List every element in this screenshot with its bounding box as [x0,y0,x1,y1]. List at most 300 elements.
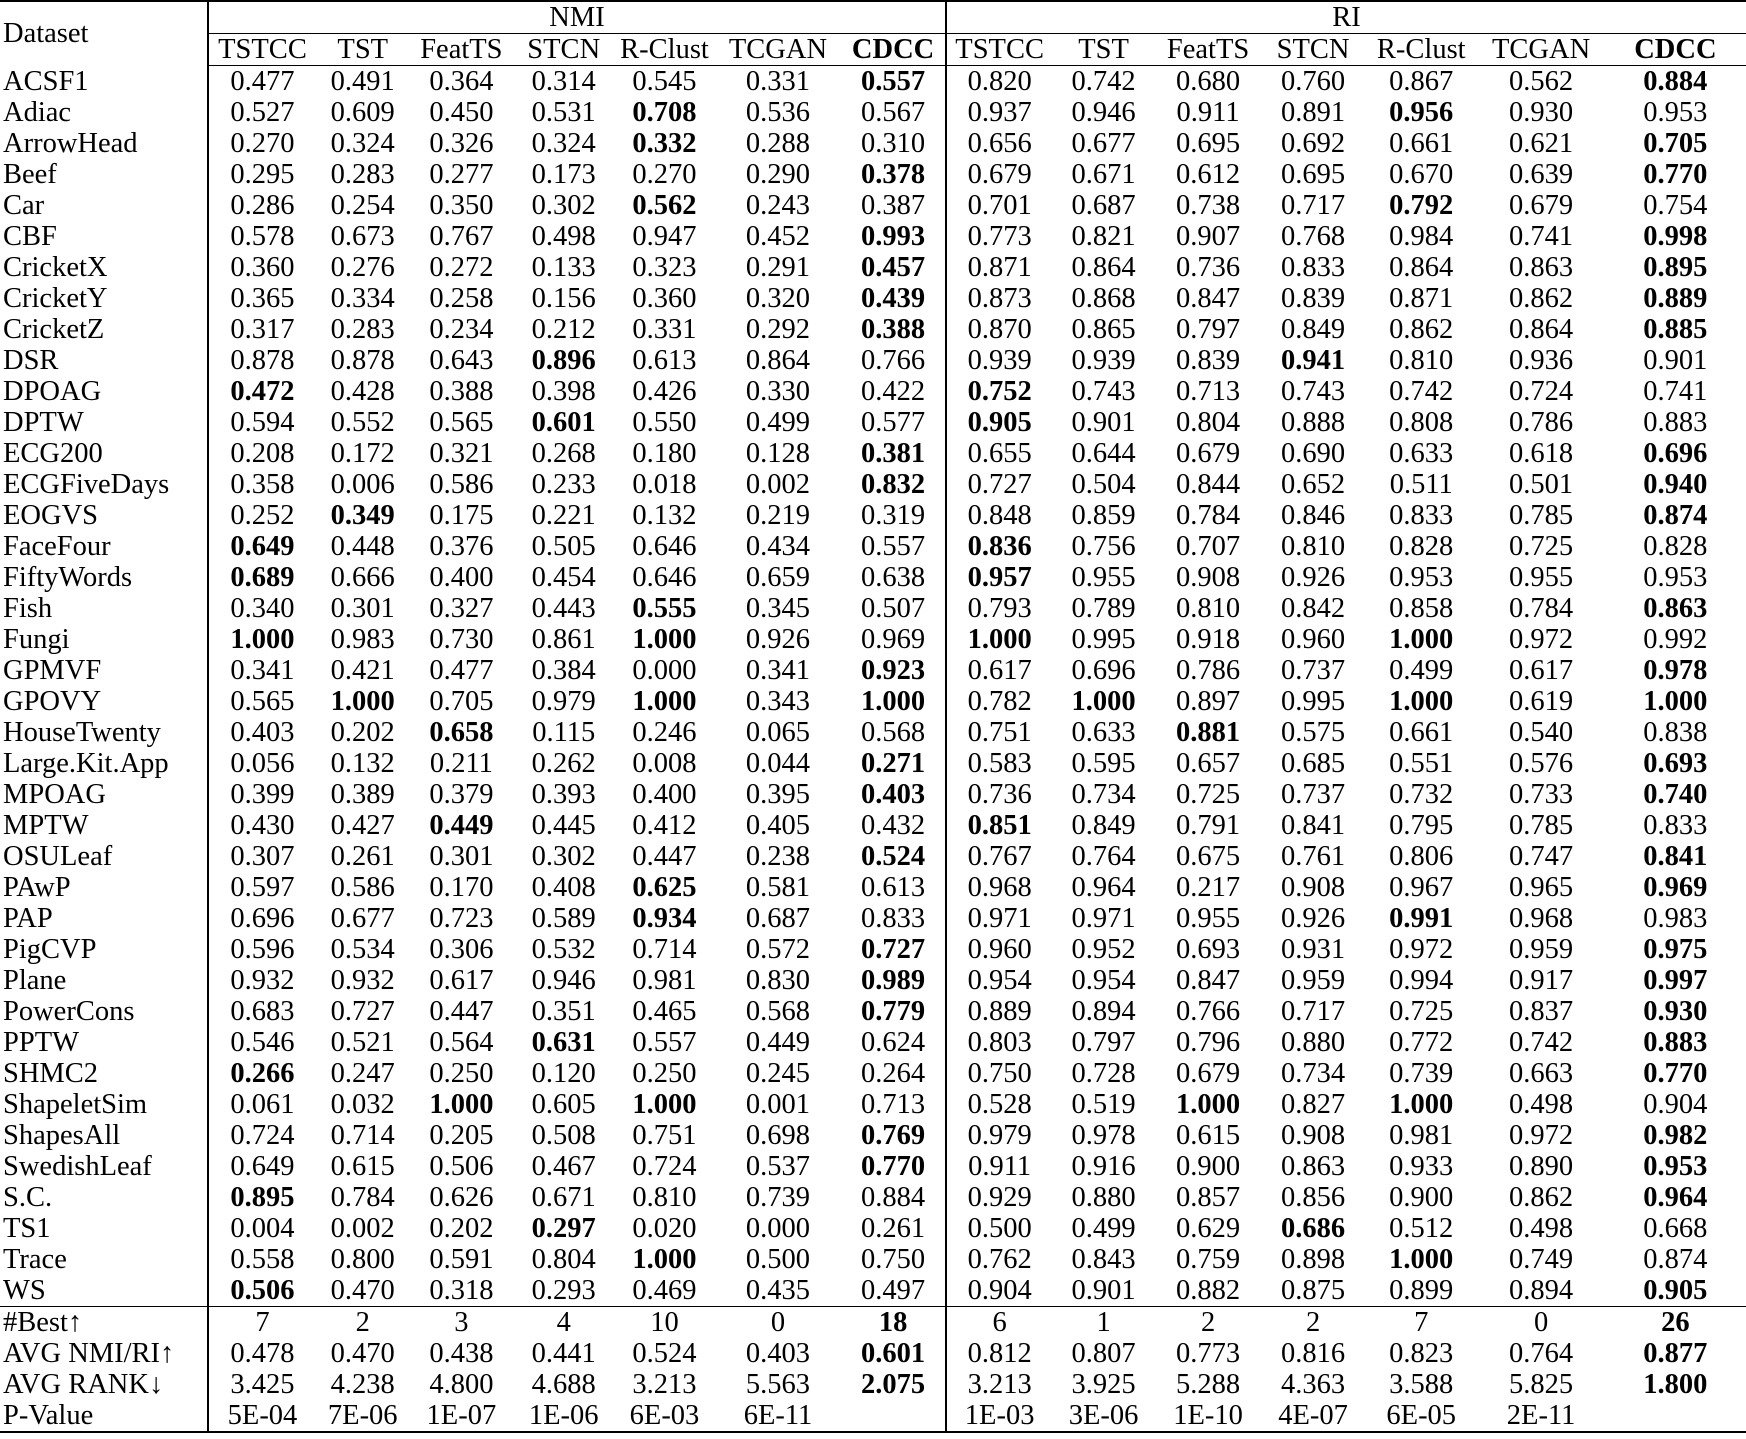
ri-value-cell: 0.685 [1281,748,1346,779]
nmi-value-cell: 0.211 [429,748,493,779]
ri-value-cell: 0.847 [1176,965,1241,996]
nmi-value-cell: 0.878 [330,345,395,376]
row-label: CricketX [3,252,108,283]
ri-value-cell: 0.680 [1176,66,1241,97]
nmi-value-cell: 0.301 [330,593,395,624]
ri-value-cell: 0.785 [1509,500,1574,531]
ri-value-cell: 0.639 [1509,159,1574,190]
nmi-value-cell: 0.624 [861,1027,926,1058]
ri-value-cell: 0.803 [946,1027,1052,1058]
ri-value-cell: 0.679 [1176,438,1241,469]
table-row [0,128,1746,159]
nmi-value-cell: 0.061 [208,1089,316,1120]
ri-value-cell: 0.633 [1389,438,1454,469]
method-header-nmi-featts: FeatTS [409,34,513,66]
nmi-value-cell: 0.384 [531,655,596,686]
nmi-value-cell: 0.989 [861,965,926,996]
nmi-value-cell: 0.507 [861,593,926,624]
nmi-value-cell: 0.730 [429,624,494,655]
row-label: DPTW [3,407,84,438]
nmi-value-cell: 0.727 [330,996,395,1027]
nmi-value-cell: 0.934 [632,903,697,934]
nmi-value-cell: 0.649 [208,1151,316,1182]
ri-value-cell: 0.874 [1643,1244,1708,1275]
nmi-value-cell: 0.565 [429,407,494,438]
table-row [0,624,1746,655]
row-label: CricketZ [3,314,105,345]
nmi-value-cell: 0.810 [632,1182,697,1213]
ri-value-cell: 0.793 [946,593,1052,624]
row-label: PigCVP [3,934,97,965]
method-header-ri-tstcc: TSTCC [946,34,1052,66]
nmi-value-cell: 0.000 [632,655,697,686]
row-label: Adiac [3,97,72,128]
ri-value-cell: 0.901 [1643,345,1708,376]
ri-value-cell: 0.738 [1176,190,1241,221]
ri-value-cell: 0.687 [1071,190,1136,221]
nmi-value-cell: 0.327 [429,593,494,624]
nmi-value-cell: 5E-04 [208,1400,316,1432]
row-label: ShapesAll [3,1120,121,1151]
ri-value-cell: 0.930 [1509,97,1574,128]
ri-value-cell: 0.851 [946,810,1052,841]
ri-value-cell: 0.217 [1176,872,1241,903]
nmi-value-cell: 0.445 [531,810,596,841]
ri-value-cell: 0.671 [1071,159,1136,190]
ri-value-cell: 0.856 [1281,1182,1346,1213]
nmi-value-cell: 0.552 [330,407,395,438]
method-header-ri-r-clust: R-Clust [1365,34,1477,66]
ri-value-cell: 0.889 [946,996,1052,1027]
ri-value-cell: 0.734 [1071,779,1136,810]
ri-value-cell: 0.907 [1176,221,1241,252]
row-label: Fungi [3,624,70,655]
ri-value-cell: 0.916 [1071,1151,1136,1182]
nmi-value-cell: 0.044 [745,748,811,779]
ri-value-cell: 0.807 [1071,1338,1136,1369]
ri-value-cell: 0.995 [1281,686,1346,717]
nmi-value-cell: 0.340 [208,593,316,624]
ri-value-cell: 1.000 [1643,686,1708,717]
nmi-value-cell: 0.291 [745,252,811,283]
nmi-value-cell: 0.002 [745,469,811,500]
ri-value-cell: 0.782 [946,686,1052,717]
nmi-value-cell: 0.202 [429,1213,494,1244]
nmi-value-cell: 0.351 [531,996,596,1027]
table-row [0,841,1746,872]
ri-value-cell: 0.956 [1389,97,1454,128]
ri-value-cell: 0.941 [1281,345,1346,376]
nmi-value-cell: 0.349 [330,500,395,531]
ri-value-cell: 0.839 [1281,283,1346,314]
table-row [0,1058,1746,1089]
ri-value-cell: 0.901 [1071,407,1136,438]
ri-value-cell: 0.612 [1176,159,1241,190]
ri-value-cell: 0.929 [946,1182,1052,1213]
row-label: WS [3,1275,46,1306]
ri-value-cell: 0.978 [1643,655,1708,686]
method-header-nmi-tst: TST [316,34,409,66]
ri-value-cell: 0.965 [1509,872,1574,903]
ri-value-cell: 0.827 [1281,1089,1346,1120]
table-row [0,1027,1746,1058]
nmi-value-cell: 1.000 [330,686,395,717]
ri-value-cell: 0.740 [1643,779,1708,810]
row-label: EOGVS [3,500,99,531]
nmi-value-cell: 0.586 [330,872,395,903]
nmi-value-cell: 0.283 [330,314,395,345]
nmi-value-cell: 0.724 [632,1151,697,1182]
nmi-value-cell: 0.713 [861,1089,926,1120]
ri-value-cell: 0.900 [1389,1182,1454,1213]
nmi-value-cell: 0.615 [330,1151,395,1182]
ri-value-cell: 4E-07 [1261,1400,1365,1432]
nmi-value-cell: 0.286 [208,190,316,221]
ri-value-cell: 0.940 [1643,469,1708,500]
ri-value-cell: 1 [1052,1307,1155,1339]
nmi-value-cell: 0.969 [861,624,926,655]
nmi-value-cell: 0.545 [632,66,697,97]
ri-value-cell: 0.761 [1281,841,1346,872]
ri-value-cell: 0.864 [1389,252,1454,283]
ri-value-cell: 0.796 [1176,1027,1241,1058]
nmi-value-cell: 0.524 [632,1338,697,1369]
ri-value-cell: 0.954 [946,965,1052,996]
table-row [0,748,1746,779]
nmi-value-cell: 1.000 [632,1244,697,1275]
nmi-value-cell: 0.527 [208,97,316,128]
ri-value-cell: 0.908 [1176,562,1241,593]
table-summary [0,1307,1746,1433]
ri-value-cell: 0.743 [1281,376,1346,407]
ri-value-cell: 0.690 [1281,438,1346,469]
ri-value-cell: 0.504 [1071,469,1136,500]
row-label: Beef [3,159,57,190]
ri-value-cell: 0.839 [1176,345,1241,376]
nmi-value-cell: 4.238 [330,1369,395,1400]
nmi-value-cell: 0.334 [330,283,395,314]
nmi-value-cell: 0.597 [208,872,316,903]
ri-value-cell: 0.747 [1509,841,1574,872]
ri-value-cell: 0.583 [946,748,1052,779]
nmi-value-cell: 0.381 [861,438,926,469]
ri-value-cell: 0.728 [1071,1058,1136,1089]
nmi-value-cell: 0.330 [745,376,811,407]
nmi-value-cell: 2 [316,1307,409,1339]
nmi-value-cell: 0.589 [531,903,596,934]
nmi-value-cell: 0.767 [429,221,494,252]
ri-value-cell: 0.657 [1176,748,1241,779]
ri-value-cell: 0.844 [1176,469,1241,500]
table-row [0,376,1746,407]
nmi-value-cell: 0.301 [429,841,494,872]
nmi-value-cell: 0.646 [632,531,697,562]
method-header-ri-featts: FeatTS [1155,34,1261,66]
nmi-value-cell: 0.578 [208,221,316,252]
dataset-header: Dataset [0,1,208,66]
nmi-value-cell: 0.387 [861,190,926,221]
ri-value-cell: 1E-03 [946,1400,1052,1432]
nmi-value-cell: 0.438 [429,1338,494,1369]
ri-value-cell: 0.686 [1281,1213,1346,1244]
nmi-value-cell: 0.399 [208,779,316,810]
ri-value-cell: 0.894 [1071,996,1136,1027]
ri-value-cell: 0.797 [1176,314,1241,345]
ri-value-cell: 0.998 [1643,221,1708,252]
nmi-value-cell: 0.405 [745,810,811,841]
ri-value-cell: 0.679 [1509,190,1574,221]
nmi-value-cell: 0.557 [861,66,926,97]
nmi-value-cell: 0.250 [429,1058,494,1089]
nmi-value-cell: 0.360 [632,283,697,314]
row-label: Trace [3,1244,67,1275]
nmi-value-cell: 0.491 [330,66,395,97]
ri-value-cell: 0.904 [1643,1089,1708,1120]
nmi-value-cell: 0.646 [632,562,697,593]
nmi-value-cell: 0.581 [745,872,811,903]
ri-value-cell: 0.841 [1281,810,1346,841]
ri-value-cell: 0.859 [1071,500,1136,531]
nmi-value-cell: 0.307 [208,841,316,872]
ri-value-cell: 0.501 [1509,469,1574,500]
ri-value-cell: 1.000 [1389,1244,1454,1275]
ri-value-cell: 0.858 [1389,593,1454,624]
nmi-value-cell: 0.601 [531,407,596,438]
ri-value-cell: 0.890 [1509,1151,1574,1182]
nmi-value-cell: 0.008 [632,748,697,779]
ri-value-cell: 0.868 [1071,283,1136,314]
nmi-value-cell: 0.319 [861,500,926,531]
method-header-nmi-r-clust: R-Clust [614,34,715,66]
ri-value-cell: 0.679 [946,159,1052,190]
ri-value-cell: 0.964 [1643,1182,1708,1213]
ri-value-cell: 0.865 [1071,314,1136,345]
ri-value-cell: 0.848 [946,500,1052,531]
ri-value-cell: 0.752 [946,376,1052,407]
nmi-value-cell: 0.180 [632,438,697,469]
ri-value-cell: 0.889 [1643,283,1708,314]
ri-value-cell: 0.693 [1176,934,1241,965]
ri-value-cell: 0.789 [1071,593,1136,624]
nmi-value-cell: 0.550 [632,407,697,438]
nmi-value-cell: 0.465 [632,996,697,1027]
nmi-value-cell: 0.472 [208,376,316,407]
nmi-value-cell: 0.671 [531,1182,596,1213]
nmi-value-cell: 0.264 [861,1058,926,1089]
ri-value-cell: 0.791 [1176,810,1241,841]
nmi-value-cell: 0.262 [531,748,596,779]
row-label: ShapeletSim [3,1089,148,1120]
nmi-value-cell: 0.804 [531,1244,596,1275]
ri-value-cell: 0.888 [1281,407,1346,438]
ri-value-cell: 0.519 [1071,1089,1136,1120]
nmi-value-cell: 1E-06 [513,1400,614,1432]
nmi-value-cell: 0.365 [208,283,316,314]
nmi-value-cell: 0.784 [330,1182,395,1213]
nmi-value-cell: 0.947 [632,221,697,252]
ri-value-cell: 0.846 [1281,500,1346,531]
table-row [0,872,1746,903]
ri-value-cell: 0.772 [1389,1027,1454,1058]
ri-value-cell: 0.743 [1071,376,1136,407]
ri-value-cell: 2E-11 [1477,1400,1604,1432]
ri-value-cell: 0.511 [1389,469,1453,500]
table-row [0,655,1746,686]
nmi-value-cell: 0.400 [632,779,697,810]
ri-value-cell: 0.911 [946,1151,1052,1182]
ri-value-cell: 0.968 [1509,903,1574,934]
nmi-value-cell: 0.769 [861,1120,926,1151]
nmi-value-cell: 0.506 [429,1151,494,1182]
ri-value-cell: 0.693 [1643,748,1708,779]
ri-value-cell: 0.656 [946,128,1052,159]
ri-value-cell: 1E-10 [1155,1400,1261,1432]
table-row [0,438,1746,469]
nmi-value-cell: 0.132 [330,748,395,779]
nmi-value-cell: 0.727 [861,934,926,965]
nmi-value-cell: 0.586 [429,469,494,500]
ri-value-cell: 0.918 [1176,624,1241,655]
nmi-value-cell: 0.254 [330,190,395,221]
ri-value-cell: 0.867 [1389,66,1454,97]
nmi-value-cell: 0.400 [429,562,494,593]
ri-value-cell: 0.808 [1389,407,1454,438]
ri-value-cell: 0.842 [1281,593,1346,624]
nmi-value-cell: 0.638 [861,562,926,593]
ri-value-cell: 0.756 [1071,531,1136,562]
row-label: GPMVF [3,655,102,686]
table-row [0,97,1746,128]
nmi-value-cell: 0.318 [429,1275,494,1306]
nmi-value-cell: 0.432 [861,810,926,841]
nmi-value-cell: 0.705 [429,686,494,717]
ri-value-cell: 0.784 [1509,593,1574,624]
nmi-value-cell: 0.626 [429,1182,494,1213]
ri-value-cell: 0.881 [1176,717,1241,748]
nmi-value-cell: 0.234 [429,314,494,345]
row-label: Plane [3,965,67,996]
ri-value-cell: 0.871 [1389,283,1454,314]
nmi-value-cell: 0.979 [531,686,596,717]
ri-value-cell: 0.880 [1071,1182,1136,1213]
ri-value-cell: 0.615 [1176,1120,1241,1151]
method-header-nmi-tstcc: TSTCC [208,34,316,66]
ri-value-cell: 0.784 [1176,500,1241,531]
nmi-value-cell: 0.261 [861,1213,926,1244]
ri-value-cell: 0.870 [946,314,1052,345]
nmi-value-cell: 0.499 [745,407,811,438]
ri-value-cell: 0.895 [1643,252,1708,283]
row-label: ECG200 [3,438,103,469]
table-row [0,1089,1746,1120]
ri-value-cell: 1.800 [1643,1369,1708,1400]
ri-value-cell: 0.764 [1509,1338,1574,1369]
ri-value-cell: 0.936 [1509,345,1574,376]
nmi-value-cell: 0.498 [531,221,596,252]
ri-value-cell: 0.736 [946,779,1052,810]
ri-value-cell: 0.875 [1281,1275,1346,1306]
table-row [0,779,1746,810]
ri-group-header: RI [946,1,1746,34]
nmi-value-cell: 6E-11 [715,1400,841,1432]
ri-value-cell: 1.000 [946,624,1052,655]
nmi-value-cell: 0.266 [208,1058,316,1089]
ri-value-cell: 0.841 [1643,841,1708,872]
nmi-value-cell: 0.170 [429,872,494,903]
nmi-value-cell: 0.724 [208,1120,316,1151]
ri-value-cell: 0.629 [1176,1213,1241,1244]
nmi-value-cell: 0.477 [208,66,316,98]
table-row [0,345,1746,376]
nmi-value-cell: 0.403 [208,717,316,748]
nmi-value-cell: 0.288 [745,128,811,159]
method-header-ri-tcgan: TCGAN [1477,34,1604,66]
ri-value-cell: 0.797 [1071,1027,1136,1058]
ri-value-cell: 0.670 [1389,159,1454,190]
ri-value-cell: 0.768 [1281,221,1346,252]
table-row [0,190,1746,221]
nmi-value-cell: 0.470 [330,1275,395,1306]
ri-value-cell: 0.725 [1176,779,1241,810]
nmi-value-cell: 0.128 [745,438,811,469]
row-label: SHMC2 [3,1058,99,1089]
ri-value-cell: 0.742 [1389,376,1454,407]
table-row [0,1275,1746,1307]
nmi-value-cell: 1E-07 [409,1400,513,1432]
ri-value-cell: 4.363 [1281,1369,1346,1400]
nmi-value-cell: 0.002 [330,1213,395,1244]
ri-value-cell: 0.897 [1176,686,1241,717]
nmi-value-cell: 5.563 [745,1369,811,1400]
nmi-value-cell: 0.649 [208,531,316,562]
ri-value-cell: 3.925 [1071,1369,1136,1400]
summary-row [0,1307,1746,1339]
ri-value-cell: 0.994 [1389,965,1454,996]
nmi-value-cell: 0.673 [330,221,395,252]
ri-value-cell: 0.725 [1389,996,1454,1027]
nmi-value-cell: 0.926 [745,624,811,655]
ri-value-cell: 0.692 [1281,128,1346,159]
ri-value-cell: 0.833 [1643,810,1708,841]
nmi-value-cell: 0.714 [632,934,697,965]
nmi-value-cell: 0.283 [330,159,395,190]
nmi-value-cell: 1.000 [208,624,316,655]
ri-value-cell: 0.972 [1509,624,1574,655]
ri-value-cell: 0.968 [946,872,1052,903]
ri-value-cell: 0.695 [1176,128,1241,159]
table-row [0,903,1746,934]
ri-value-cell: 0.983 [1643,903,1708,934]
row-label: Fish [3,593,53,624]
ri-value-cell: 0.773 [1176,1338,1241,1369]
nmi-value-cell: 0.708 [632,97,697,128]
nmi-value-cell: 0.833 [861,903,926,934]
nmi-value-cell: 0.449 [429,810,494,841]
row-label: S.C. [3,1182,53,1213]
nmi-value-cell: 0.252 [208,500,316,531]
ri-value-cell: 0.899 [1389,1275,1454,1306]
nmi-value-cell: 0.277 [429,159,494,190]
ri-value-cell: 0.884 [1643,66,1708,97]
ri-value-cell: 2 [1155,1307,1261,1339]
row-label: P-Value [0,1400,208,1432]
nmi-value-cell: 0.270 [632,159,697,190]
nmi-value-cell: 0.243 [745,190,811,221]
nmi-value-cell: 0.447 [429,996,494,1027]
nmi-value-cell: 0.666 [330,562,395,593]
ri-value-cell: 0.695 [1281,159,1346,190]
ri-value-cell: 0.991 [1389,903,1454,934]
